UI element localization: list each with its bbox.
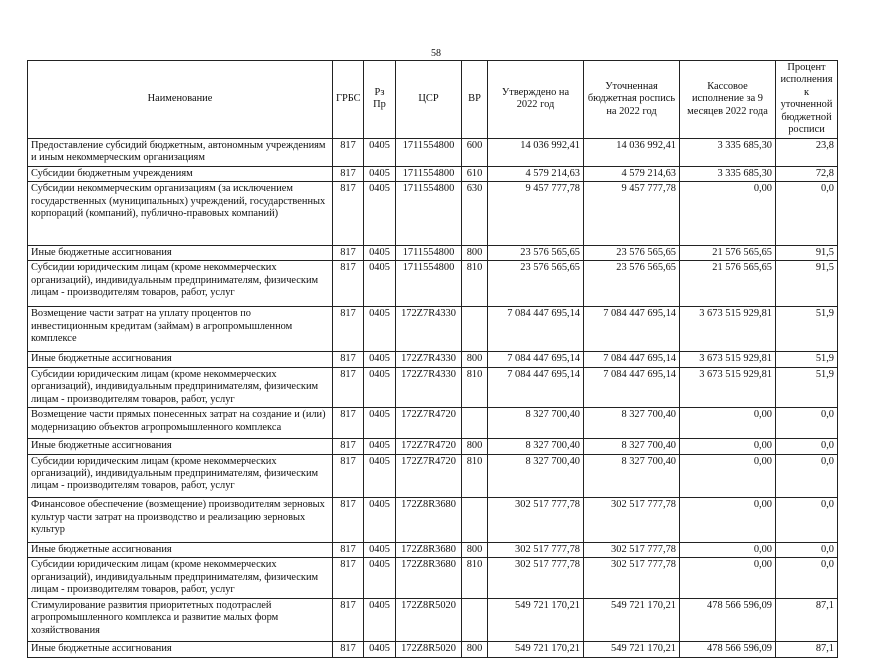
cell-vr: 810 bbox=[462, 454, 488, 498]
cell-percent: 87,1 bbox=[776, 598, 838, 642]
cell-approved: 7 084 447 695,14 bbox=[488, 307, 584, 352]
cell-name: Возмещение части затрат на уплату процентов по инвестиционным кредитам (займам) в агропромышленном комплексе bbox=[28, 307, 333, 352]
cell-rzpr: 0405 bbox=[364, 307, 396, 352]
cell-approved: 302 517 777,78 bbox=[488, 542, 584, 557]
cell-refined: 9 457 777,78 bbox=[584, 182, 680, 246]
cell-percent: 0,0 bbox=[776, 408, 838, 439]
cell-percent: 0,0 bbox=[776, 454, 838, 498]
cell-grbs: 817 bbox=[333, 245, 364, 260]
cell-name: Субсидии некоммерческим организациям (за исключением государственных (муниципальных) учреждений, государственных корпораций (компаний), публично-правовых компаний) bbox=[28, 182, 333, 246]
cell-percent: 87,1 bbox=[776, 642, 838, 657]
cell-grbs: 817 bbox=[333, 498, 364, 543]
cell-csr: 172Z8R5020 bbox=[396, 642, 462, 657]
table-row bbox=[28, 498, 838, 543]
cell-grbs: 817 bbox=[333, 367, 364, 407]
cell-refined: 23 576 565,65 bbox=[584, 261, 680, 307]
table-row bbox=[28, 439, 838, 454]
header-refined: Уточненная бюджетная роспись на 2022 год bbox=[584, 61, 680, 139]
cell-vr: 600 bbox=[462, 138, 488, 166]
cell-approved: 549 721 170,21 bbox=[488, 642, 584, 657]
cell-grbs: 817 bbox=[333, 166, 364, 181]
cell-cash: 3 673 515 929,81 bbox=[680, 307, 776, 352]
cell-percent: 0,0 bbox=[776, 542, 838, 557]
cell-percent: 72,8 bbox=[776, 166, 838, 181]
table-row bbox=[28, 245, 838, 260]
table-row bbox=[28, 182, 838, 246]
cell-vr: 800 bbox=[462, 542, 488, 557]
cell-approved: 7 084 447 695,14 bbox=[488, 352, 584, 367]
cell-cash: 478 566 596,09 bbox=[680, 642, 776, 657]
cell-csr: 172Z7R4330 bbox=[396, 307, 462, 352]
cell-cash: 21 576 565,65 bbox=[680, 261, 776, 307]
cell-name: Иные бюджетные ассигнования bbox=[28, 352, 333, 367]
cell-percent: 0,0 bbox=[776, 558, 838, 598]
header-csr: ЦСР bbox=[396, 61, 462, 139]
cell-rzpr: 0405 bbox=[364, 367, 396, 407]
cell-csr: 172Z7R4720 bbox=[396, 408, 462, 439]
cell-refined: 302 517 777,78 bbox=[584, 558, 680, 598]
cell-name: Субсидии юридическим лицам (кроме некоммерческих организаций), индивидуальным предпринимателям, физическим лицам - производителям товаров, работ, услуг bbox=[28, 367, 333, 407]
cell-refined: 8 327 700,40 bbox=[584, 408, 680, 439]
cell-refined: 7 084 447 695,14 bbox=[584, 352, 680, 367]
header-approved: Утверждено на 2022 год bbox=[488, 61, 584, 139]
cell-rzpr: 0405 bbox=[364, 245, 396, 260]
cell-approved: 23 576 565,65 bbox=[488, 245, 584, 260]
cell-grbs: 817 bbox=[333, 642, 364, 657]
cell-cash: 0,00 bbox=[680, 454, 776, 498]
cell-cash: 3 673 515 929,81 bbox=[680, 352, 776, 367]
cell-vr: 800 bbox=[462, 245, 488, 260]
cell-vr: 800 bbox=[462, 439, 488, 454]
cell-csr: 1711554800 bbox=[396, 166, 462, 181]
cell-approved: 8 327 700,40 bbox=[488, 439, 584, 454]
cell-vr: 810 bbox=[462, 261, 488, 307]
cell-grbs: 817 bbox=[333, 307, 364, 352]
cell-percent: 0,0 bbox=[776, 439, 838, 454]
cell-cash: 3 673 515 929,81 bbox=[680, 367, 776, 407]
cell-approved: 23 576 565,65 bbox=[488, 261, 584, 307]
cell-refined: 302 517 777,78 bbox=[584, 542, 680, 557]
cell-refined: 4 579 214,63 bbox=[584, 166, 680, 181]
table-row bbox=[28, 367, 838, 407]
cell-approved: 549 721 170,21 bbox=[488, 598, 584, 642]
cell-vr: 800 bbox=[462, 352, 488, 367]
header-percent: Процент исполнения к уточненной бюджетной росписи bbox=[776, 61, 838, 139]
table-row bbox=[28, 138, 838, 166]
table-row bbox=[28, 542, 838, 557]
cell-csr: 1711554800 bbox=[396, 261, 462, 307]
cell-vr: 610 bbox=[462, 166, 488, 181]
cell-vr bbox=[462, 498, 488, 543]
cell-approved: 8 327 700,40 bbox=[488, 454, 584, 498]
cell-csr: 1711554800 bbox=[396, 138, 462, 166]
table-row bbox=[28, 261, 838, 307]
cell-rzpr: 0405 bbox=[364, 138, 396, 166]
cell-percent: 91,5 bbox=[776, 261, 838, 307]
cell-vr bbox=[462, 307, 488, 352]
cell-rzpr: 0405 bbox=[364, 408, 396, 439]
cell-grbs: 817 bbox=[333, 182, 364, 246]
cell-name: Стимулирование развития приоритетных подотраслей агропромышленного комплекса и развитие малых форм хозяйствования bbox=[28, 598, 333, 642]
header-cash: Кассовое исполнение за 9 месяцев 2022 года bbox=[680, 61, 776, 139]
cell-rzpr: 0405 bbox=[364, 352, 396, 367]
cell-approved: 302 517 777,78 bbox=[488, 558, 584, 598]
table-row bbox=[28, 307, 838, 352]
cell-rzpr: 0405 bbox=[364, 598, 396, 642]
cell-grbs: 817 bbox=[333, 542, 364, 557]
table-row bbox=[28, 598, 838, 642]
cell-percent: 0,0 bbox=[776, 498, 838, 543]
cell-grbs: 817 bbox=[333, 439, 364, 454]
cell-cash: 478 566 596,09 bbox=[680, 598, 776, 642]
cell-cash: 0,00 bbox=[680, 439, 776, 454]
table-body bbox=[28, 138, 838, 657]
cell-cash: 21 576 565,65 bbox=[680, 245, 776, 260]
table-row bbox=[28, 642, 838, 657]
cell-grbs: 817 bbox=[333, 408, 364, 439]
cell-cash: 0,00 bbox=[680, 498, 776, 543]
cell-vr bbox=[462, 598, 488, 642]
cell-grbs: 817 bbox=[333, 352, 364, 367]
cell-vr: 810 bbox=[462, 367, 488, 407]
cell-approved: 302 517 777,78 bbox=[488, 498, 584, 543]
cell-name: Возмещение части прямых понесенных затрат на создание и (или) модернизацию объектов агропромышленного комплекса bbox=[28, 408, 333, 439]
cell-approved: 8 327 700,40 bbox=[488, 408, 584, 439]
cell-refined: 8 327 700,40 bbox=[584, 454, 680, 498]
cell-rzpr: 0405 bbox=[364, 498, 396, 543]
cell-percent: 51,9 bbox=[776, 352, 838, 367]
cell-csr: 172Z7R4720 bbox=[396, 439, 462, 454]
cell-name: Субсидии бюджетным учреждениям bbox=[28, 166, 333, 181]
cell-csr: 172Z7R4330 bbox=[396, 367, 462, 407]
table-row bbox=[28, 558, 838, 598]
cell-vr bbox=[462, 408, 488, 439]
header-grbs: ГРБС bbox=[333, 61, 364, 139]
cell-name: Субсидии юридическим лицам (кроме некоммерческих организаций), индивидуальным предпринимателям, физическим лицам - производителям товаров, работ, услуг bbox=[28, 454, 333, 498]
cell-rzpr: 0405 bbox=[364, 454, 396, 498]
cell-vr: 810 bbox=[462, 558, 488, 598]
cell-grbs: 817 bbox=[333, 454, 364, 498]
cell-percent: 51,9 bbox=[776, 367, 838, 407]
cell-percent: 0,0 bbox=[776, 182, 838, 246]
cell-grbs: 817 bbox=[333, 558, 364, 598]
cell-refined: 14 036 992,41 bbox=[584, 138, 680, 166]
cell-refined: 7 084 447 695,14 bbox=[584, 367, 680, 407]
cell-refined: 302 517 777,78 bbox=[584, 498, 680, 543]
header-row bbox=[28, 61, 838, 139]
cell-rzpr: 0405 bbox=[364, 261, 396, 307]
cell-approved: 9 457 777,78 bbox=[488, 182, 584, 246]
cell-refined: 8 327 700,40 bbox=[584, 439, 680, 454]
cell-refined: 23 576 565,65 bbox=[584, 245, 680, 260]
cell-csr: 172Z7R4330 bbox=[396, 352, 462, 367]
cell-csr: 172Z7R4720 bbox=[396, 454, 462, 498]
cell-name: Иные бюджетные ассигнования bbox=[28, 542, 333, 557]
cell-name: Иные бюджетные ассигнования bbox=[28, 439, 333, 454]
budget-table bbox=[27, 60, 838, 658]
cell-cash: 0,00 bbox=[680, 558, 776, 598]
page-number: 58 bbox=[431, 48, 441, 59]
cell-csr: 172Z8R3680 bbox=[396, 498, 462, 543]
cell-csr: 172Z8R5020 bbox=[396, 598, 462, 642]
cell-rzpr: 0405 bbox=[364, 439, 396, 454]
cell-percent: 51,9 bbox=[776, 307, 838, 352]
cell-name: Субсидии юридическим лицам (кроме некоммерческих организаций), индивидуальным предпринимателям, физическим лицам - производителям товаров, работ, услуг bbox=[28, 558, 333, 598]
cell-name: Субсидии юридическим лицам (кроме некоммерческих организаций), индивидуальным предпринимателям, физическим лицам - производителям товаров, работ, услуг bbox=[28, 261, 333, 307]
cell-approved: 7 084 447 695,14 bbox=[488, 367, 584, 407]
table-row bbox=[28, 166, 838, 181]
cell-cash: 3 335 685,30 bbox=[680, 166, 776, 181]
cell-rzpr: 0405 bbox=[364, 642, 396, 657]
cell-cash: 0,00 bbox=[680, 182, 776, 246]
cell-cash: 0,00 bbox=[680, 542, 776, 557]
cell-vr: 800 bbox=[462, 642, 488, 657]
cell-name: Предоставление субсидий бюджетным, автономным учреждениям и иным некоммерческим организациям bbox=[28, 138, 333, 166]
cell-csr: 172Z8R3680 bbox=[396, 558, 462, 598]
cell-rzpr: 0405 bbox=[364, 558, 396, 598]
cell-csr: 1711554800 bbox=[396, 182, 462, 246]
cell-rzpr: 0405 bbox=[364, 182, 396, 246]
cell-grbs: 817 bbox=[333, 261, 364, 307]
cell-name: Иные бюджетные ассигнования bbox=[28, 642, 333, 657]
header-rzpr: Рз Пр bbox=[364, 61, 396, 139]
cell-rzpr: 0405 bbox=[364, 542, 396, 557]
cell-percent: 23,8 bbox=[776, 138, 838, 166]
cell-cash: 0,00 bbox=[680, 408, 776, 439]
cell-rzpr: 0405 bbox=[364, 166, 396, 181]
cell-approved: 14 036 992,41 bbox=[488, 138, 584, 166]
cell-grbs: 817 bbox=[333, 598, 364, 642]
cell-percent: 91,5 bbox=[776, 245, 838, 260]
header-name: Наименование bbox=[28, 61, 333, 139]
cell-csr: 172Z8R3680 bbox=[396, 542, 462, 557]
table-row bbox=[28, 408, 838, 439]
cell-vr: 630 bbox=[462, 182, 488, 246]
table-row bbox=[28, 454, 838, 498]
cell-csr: 1711554800 bbox=[396, 245, 462, 260]
cell-refined: 7 084 447 695,14 bbox=[584, 307, 680, 352]
cell-cash: 3 335 685,30 bbox=[680, 138, 776, 166]
cell-grbs: 817 bbox=[333, 138, 364, 166]
header-vr: ВР bbox=[462, 61, 488, 139]
cell-name: Иные бюджетные ассигнования bbox=[28, 245, 333, 260]
cell-name: Финансовое обеспечение (возмещение) производителям зерновых культур части затрат на производство и реализацию зерновых культур bbox=[28, 498, 333, 543]
cell-approved: 4 579 214,63 bbox=[488, 166, 584, 181]
table-row bbox=[28, 352, 838, 367]
cell-refined: 549 721 170,21 bbox=[584, 598, 680, 642]
cell-refined: 549 721 170,21 bbox=[584, 642, 680, 657]
